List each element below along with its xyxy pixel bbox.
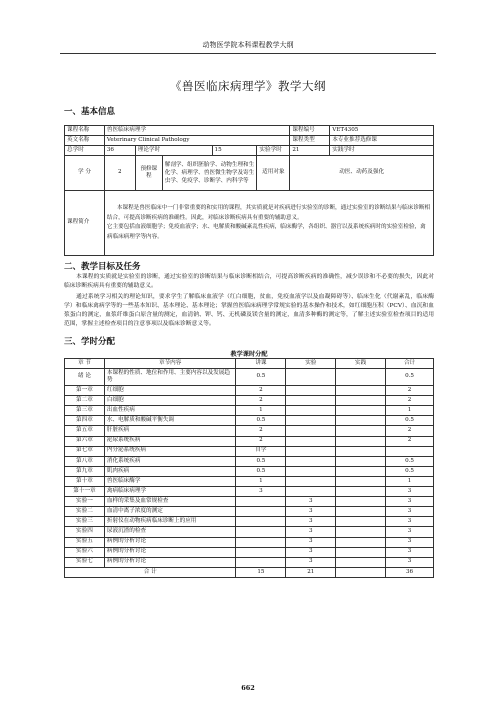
content-cell: 病例的分析讨论 (104, 537, 236, 547)
en-name-value: Veterinary Clinical Pathology (104, 136, 289, 146)
running-header: 动物医学院本科课程教学大纲 (60, 40, 436, 54)
chapter-cell: 第一章 (65, 386, 105, 396)
lab-hours-label: 实验学时 (257, 146, 290, 156)
total-cell: 3 (386, 547, 434, 557)
theory-hours-label: 理论学时 (135, 146, 212, 156)
course-name-value: 兽医临床病理学 (104, 126, 289, 136)
content-cell: 本课程的性质、地位和作用、主要内容以及发展趋势 (104, 369, 236, 386)
practice-hours-label: 实践学时 (330, 146, 434, 156)
schedule-total-row (65, 567, 434, 577)
table-row (65, 436, 434, 446)
header-chapter: 章 节 (65, 359, 105, 369)
total-cell: 2 (386, 396, 434, 406)
content-cell: 病例的分析讨论 (104, 557, 236, 567)
lab-cell (286, 386, 336, 396)
practice-cell (336, 416, 386, 426)
total-lecture: 15 (236, 567, 286, 577)
chapter-cell: 实验四 (65, 527, 105, 537)
chapter-cell: 绪 论 (65, 369, 105, 386)
lab-cell: 3 (286, 557, 336, 567)
header-lecture: 讲课 (236, 359, 286, 369)
table-row (65, 547, 434, 557)
total-cell: 3 (386, 527, 434, 537)
lecture-cell: 0.5 (236, 456, 286, 466)
lab-cell (286, 436, 336, 446)
table-row (65, 369, 434, 386)
total-hours-value: 36 (104, 146, 135, 156)
content-cell: 禽病临床病理学 (104, 487, 236, 497)
section-heading-goals: 二、教学目标及任务 (64, 262, 141, 272)
header-content: 章节内容 (104, 359, 236, 369)
prereq-label: 预修课程 (135, 156, 162, 191)
total-cell: 2 (386, 426, 434, 436)
lecture-cell: 2 (236, 436, 286, 446)
header-total: 合计 (386, 359, 434, 369)
practice-cell (336, 456, 386, 466)
chapter-cell: 第六章 (65, 436, 105, 446)
intro-label: 课程简介 (65, 191, 105, 256)
content-cell: 泌尿系统疾病 (104, 436, 236, 446)
practice-cell (336, 507, 386, 517)
practice-cell (336, 466, 386, 476)
content-cell: 红细胞 (104, 386, 236, 396)
lecture-cell: 0.5 (236, 466, 286, 476)
content-cell: 白细胞 (104, 396, 236, 406)
total-cell: 2 (386, 386, 434, 396)
total-cell: 3 (386, 497, 434, 507)
practice-cell (336, 497, 386, 507)
practice-cell (336, 487, 386, 497)
content-cell: 消化系统疾病 (104, 456, 236, 466)
chapter-cell: 实验七 (65, 557, 105, 567)
content-cell: 折射仪在动物疾病临床诊断上的应用 (104, 517, 236, 527)
total-cell: 0.5 (386, 466, 434, 476)
intro-text-1: 本课程是兽医临床中一门非常重要的和实用的课程，其实质就是对疾病进行实验室的诊断，通过实验室的诊断结果与临床诊断相结合，可提高诊断疾病的准确性。因此，对临床诊断疾病具有重要的辅助意义。 (106, 205, 431, 221)
intro-value (104, 191, 433, 256)
lab-cell: 3 (286, 527, 336, 537)
table-row (65, 557, 434, 567)
lab-cell: 3 (286, 537, 336, 547)
total-cell: 2 (386, 436, 434, 446)
chapter-cell: 第十章 (65, 476, 105, 486)
en-name-label: 英文名称 (65, 136, 105, 146)
lecture-cell: 2 (236, 426, 286, 436)
total-lab: 21 (286, 567, 336, 577)
lecture-cell: 1 (236, 406, 286, 416)
table-row (65, 537, 434, 547)
total-cell: 1 (386, 406, 434, 416)
chapter-cell: 第二章 (65, 396, 105, 406)
table-row (65, 426, 434, 436)
table-row (65, 416, 434, 426)
section-heading-hours: 三、学时分配 (64, 337, 116, 347)
chapter-cell: 实验二 (65, 507, 105, 517)
schedule-table (64, 358, 434, 578)
total-cell: 3 (386, 537, 434, 547)
total-cell: 1 (386, 476, 434, 486)
table-row (65, 476, 434, 486)
lab-cell: 3 (286, 507, 336, 517)
total-cell: 0.5 (386, 456, 434, 466)
chapter-cell: 实验三 (65, 517, 105, 527)
prereq-value: 解剖学、组织胚胎学、动物生理和生化学、病理学、兽医微生物学及寄生虫学、免疫学、诊断学、内科学等 (162, 156, 257, 191)
total-cell: 0.5 (386, 369, 434, 386)
lab-cell (286, 476, 336, 486)
credits-label: 学 分 (65, 156, 105, 191)
audience-value: 动医、动药及强化 (290, 156, 434, 191)
page-number: 662 (241, 684, 255, 692)
lecture-cell: 2 (236, 386, 286, 396)
content-cell: 肌肉疾病 (104, 466, 236, 476)
course-code-label: 课程编号 (290, 126, 330, 136)
practice-cell (336, 426, 386, 436)
lab-cell (286, 416, 336, 426)
lecture-cell: 0.5 (236, 369, 286, 386)
total-hours-label: 总学时 (65, 146, 105, 156)
lab-cell (286, 466, 336, 476)
lecture-cell: 1 (236, 476, 286, 486)
lab-cell (286, 456, 336, 466)
lab-cell (286, 487, 336, 497)
table-row (65, 507, 434, 517)
chapter-cell: 第三章 (65, 406, 105, 416)
content-cell: 血清中离子浓度的测定 (104, 507, 236, 517)
lab-cell: 3 (286, 547, 336, 557)
intro-text-2: 它主要包括血液细胞学；免疫血液学；水、电解质和酸碱紊乱性疾病，临床酶学，各组织、器官以及系统疾病时的实验室检验，禽病临床病理学等内容。 (106, 224, 426, 240)
lecture-cell (236, 547, 286, 557)
lab-cell: 3 (286, 497, 336, 507)
practice-cell (336, 517, 386, 527)
chapter-cell: 第七章 (65, 446, 105, 456)
header-lab: 实验 (286, 359, 336, 369)
table-row (65, 406, 434, 416)
lab-cell (286, 396, 336, 406)
chapter-cell: 第九章 (65, 466, 105, 476)
course-code-value: VET4305 (330, 126, 434, 136)
total-cell: 3 (386, 507, 434, 517)
lab-cell (286, 369, 336, 386)
lab-cell (286, 446, 336, 456)
chapter-cell: 实验六 (65, 547, 105, 557)
practice-cell (336, 369, 386, 386)
practice-cell (336, 476, 386, 486)
lab-hours-value: 21 (290, 146, 330, 156)
lecture-cell (236, 497, 286, 507)
lecture-cell (236, 507, 286, 517)
course-name-label: 课程名称 (65, 126, 105, 136)
lecture-cell (236, 517, 286, 527)
practice-cell (336, 406, 386, 416)
lab-cell (286, 406, 336, 416)
section-heading-basic: 一、基本信息 (64, 107, 116, 117)
chapter-cell: 第十一章 (65, 487, 105, 497)
document-title: 《兽医临床病理学》教学大纲 (170, 79, 326, 93)
lecture-cell (236, 527, 286, 537)
schedule-table-title: 教学课时分配 (230, 351, 268, 358)
goals-paragraph-1: 本课程的实质就是实验室的诊断，通过实验室的诊断结果与临床诊断相结合，可提高诊断疾病的准确性，减少误诊和不必要的损失，因此对临床诊断疾病具有重要的辅助意义。 (64, 274, 434, 289)
credits-value: 2 (104, 156, 135, 191)
chapter-cell: 第五章 (65, 426, 105, 436)
table-row (65, 527, 434, 537)
lecture-cell (236, 557, 286, 567)
lecture-cell: 3 (236, 487, 286, 497)
course-type-label: 课程类型 (290, 136, 330, 146)
lab-cell: 3 (286, 517, 336, 527)
total-label: 合 计 (65, 567, 236, 577)
practice-cell (336, 547, 386, 557)
practice-cell (336, 527, 386, 537)
content-cell: 血样的采集及血常规检查 (104, 497, 236, 507)
chapter-cell: 第八章 (65, 456, 105, 466)
content-cell: 尿液沉渣的检查 (104, 527, 236, 537)
total-cell: 3 (386, 487, 434, 497)
lecture-cell (236, 537, 286, 547)
audience-label: 适用对象 (257, 156, 290, 191)
practice-cell (336, 557, 386, 567)
content-cell: 出血性疾病 (104, 406, 236, 416)
practice-cell (336, 396, 386, 406)
lecture-cell: 2 (236, 396, 286, 406)
chapter-cell: 实验五 (65, 537, 105, 547)
lab-cell (286, 426, 336, 436)
total-cell: 0.5 (386, 416, 434, 426)
practice-cell (336, 386, 386, 396)
total-cell (386, 446, 434, 456)
table-row (65, 386, 434, 396)
lecture-cell: 自学 (236, 446, 286, 456)
table-row (65, 517, 434, 527)
content-cell: 内分泌系统疾病 (104, 446, 236, 456)
theory-hours-value: 15 (212, 146, 257, 156)
content-cell: 病例的分析讨论 (104, 547, 236, 557)
table-row (65, 497, 434, 507)
basic-info-table (64, 125, 434, 256)
chapter-cell: 实验一 (65, 497, 105, 507)
practice-cell (336, 446, 386, 456)
table-row (65, 487, 434, 497)
total-practice (336, 567, 386, 577)
course-type-value: 本专业推荐选修课 (330, 136, 434, 146)
total-cell: 3 (386, 557, 434, 567)
table-row (65, 446, 434, 456)
total-cell: 3 (386, 517, 434, 527)
chapter-cell: 第四章 (65, 416, 105, 426)
practice-cell (336, 436, 386, 446)
goals-paragraph-2: 通过系统学习相关的理论知识，要求学生了解临床血液学（红白细胞，贫血，免疫血液学以及血凝障碍等）、临床生化（代谢紊乱，临床酶学）和临床禽病学等的一些基本知识、基本理论、基本理论；掌握兽医临床病理学常规实验的基本操作和技术，如红细胞压积（PCV）、血沉和血浆蛋白的测定，血浆纤维蛋白原含量的测定，血清钠、钾、钙、无机磷及镁含量的测定，血清多种酶的测定等，了解主述实验室检查项目的适用范围，掌握主述检查项目的注意事项以及临床诊断意义等。 (64, 294, 434, 327)
header-practice: 实践 (336, 359, 386, 369)
practice-cell (336, 537, 386, 547)
table-row (65, 456, 434, 466)
table-row (65, 466, 434, 476)
lecture-cell: 0.5 (236, 416, 286, 426)
content-cell: 肝脏疾病 (104, 426, 236, 436)
content-cell: 兽医临床酶学 (104, 476, 236, 486)
total-sum: 36 (386, 567, 434, 577)
schedule-header-row (65, 359, 434, 369)
content-cell: 水、电解质和酸碱平衡失调 (104, 416, 236, 426)
table-row (65, 396, 434, 406)
